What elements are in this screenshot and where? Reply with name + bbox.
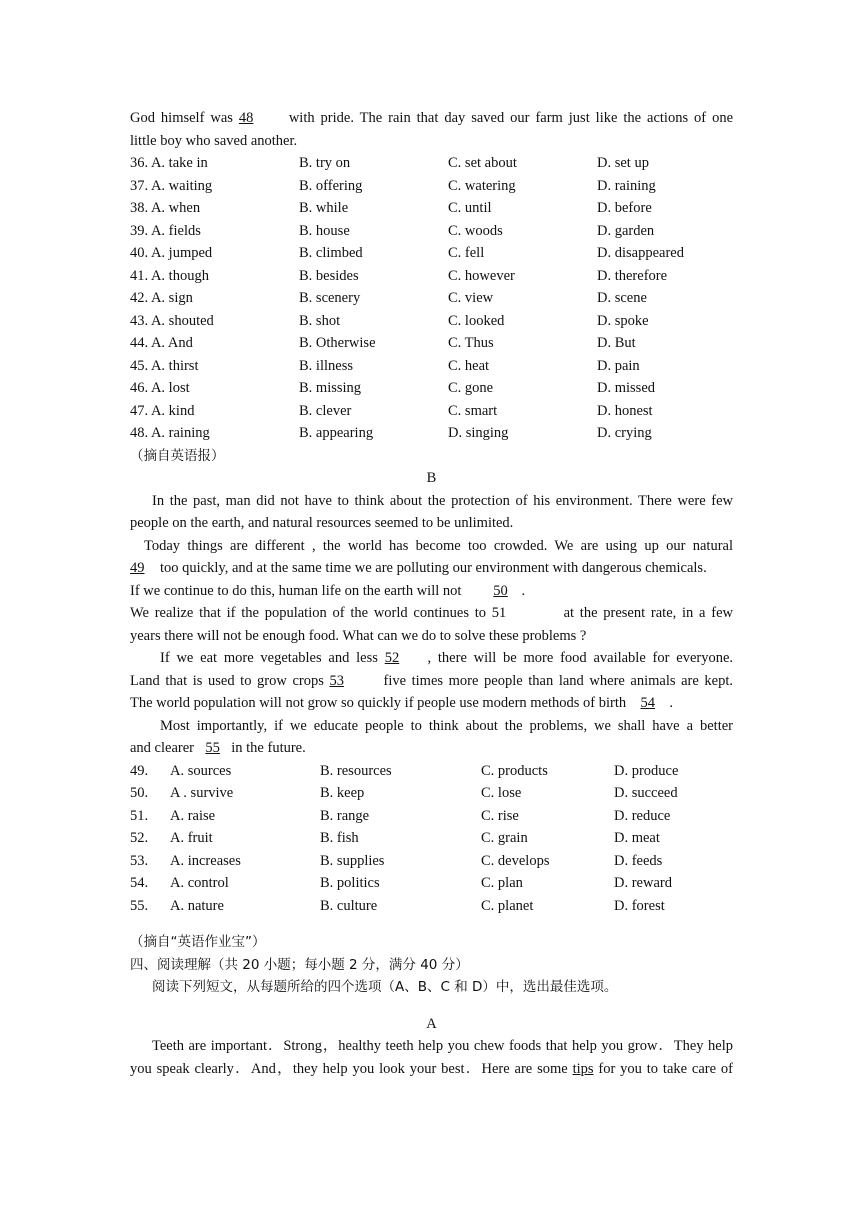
option-n: 39. A. fields <box>130 222 201 239</box>
passage-line <box>130 580 733 603</box>
option-row <box>130 332 733 355</box>
option-n: 54. <box>130 875 149 891</box>
option-row <box>130 850 733 873</box>
option-c: C. rise <box>481 807 519 824</box>
option-c: C. heat <box>448 357 490 374</box>
option-a: A . survive <box>170 785 234 801</box>
option-b: B. Otherwise <box>299 335 376 351</box>
option-a: A. control <box>170 875 229 891</box>
option-row <box>130 265 733 288</box>
text: at the present rate, in a few <box>563 605 733 621</box>
text: God himself was <box>130 110 233 126</box>
option-d: D. meat <box>614 830 660 846</box>
blank-48: 48 <box>238 110 254 126</box>
text: , there will be more food available for everyone. <box>427 650 734 666</box>
option-row <box>130 422 733 445</box>
option-b: B. clever <box>299 402 352 419</box>
option-c: C. products <box>481 762 548 779</box>
section-instruction: 阅读下列短文，从每题所给的四个选项（A、B、C 和 D）中，选出最佳选项。 <box>152 979 618 995</box>
source-note: （摘自英语报） <box>130 447 225 464</box>
text: with pride. The rain that day saved our farm just like the actions of one <box>288 110 734 126</box>
text: If we eat more vegetables and less <box>160 650 378 666</box>
option-row <box>130 827 733 850</box>
option-b: B. fish <box>320 830 359 846</box>
option-d: D. succeed <box>614 785 678 801</box>
passage-line <box>130 602 733 625</box>
option-row <box>130 310 733 333</box>
option-b: B. illness <box>299 357 353 374</box>
option-n: 51. <box>130 807 149 824</box>
option-c: C. view <box>448 290 494 306</box>
option-d: D. honest <box>597 402 653 419</box>
option-row <box>130 400 733 423</box>
option-n: 55. <box>130 897 149 914</box>
option-row <box>130 895 733 918</box>
option-row <box>130 242 733 265</box>
passage-line: Teeth are important．Strong，healthy teeth help you chew foods that help you grow．They help <box>152 1038 733 1054</box>
passage-line <box>130 647 733 670</box>
option-a: A. nature <box>170 897 224 914</box>
blank-54: 54 <box>640 695 656 711</box>
option-d: D. crying <box>597 425 652 441</box>
option-n: 46. A. lost <box>130 380 190 396</box>
option-n: 38. A. when <box>130 200 201 216</box>
option-a: A. increases <box>170 852 241 869</box>
option-b: B. culture <box>320 897 378 914</box>
option-b: B. appearing <box>299 425 374 441</box>
option-b: B. shot <box>299 312 341 329</box>
blank-50: 50 <box>493 582 508 599</box>
option-c: C. lose <box>481 785 522 801</box>
option-d: D. reward <box>614 875 672 891</box>
option-b: B. house <box>299 222 350 239</box>
option-n: 43. A. shouted <box>130 312 214 329</box>
text: . <box>521 582 526 599</box>
option-d: D. forest <box>614 897 665 914</box>
text: We realize that if the population of the world continues to <box>130 605 487 621</box>
option-d: D. spoke <box>597 312 649 329</box>
option-row <box>130 152 733 175</box>
option-c: C. smart <box>448 402 498 419</box>
option-c: D. singing <box>448 425 509 441</box>
options-list-a <box>130 152 733 445</box>
option-c: C. Thus <box>448 335 494 351</box>
option-n: 41. A. though <box>130 267 209 284</box>
option-b: B. besides <box>299 267 359 284</box>
passage-line <box>130 692 733 715</box>
option-n: 48. A. raining <box>130 425 210 441</box>
option-d: D. produce <box>614 762 679 779</box>
option-d: D. scene <box>597 290 647 306</box>
option-c: C. looked <box>448 312 505 329</box>
option-b: B. keep <box>320 785 365 801</box>
option-n: 44. A. And <box>130 335 193 351</box>
option-c: C. fell <box>448 245 485 261</box>
option-d: D. pain <box>597 357 640 374</box>
option-a: A. fruit <box>170 830 213 846</box>
option-row <box>130 175 733 198</box>
tips-word: tips <box>572 1060 594 1077</box>
blank-52: 52 <box>384 650 400 666</box>
option-a: A. raise <box>170 807 216 824</box>
option-b: B. try on <box>299 155 351 171</box>
option-c: C. woods <box>448 222 503 239</box>
passage-line <box>130 1058 733 1081</box>
text: five times more people than land where animals are kept. <box>383 672 734 689</box>
option-n: 36. A. take in <box>130 155 208 171</box>
passage-line <box>130 107 733 130</box>
option-d: D. reduce <box>614 807 671 824</box>
source-note: （摘自“英语作业宝”） <box>130 934 266 950</box>
options-list-b <box>130 760 733 918</box>
option-n: 49. <box>130 762 149 779</box>
document-page <box>130 107 733 1080</box>
passage-line <box>130 737 733 760</box>
passage-line <box>130 557 733 580</box>
passage-line: Most importantly, if we educate people to think about the problems, we shall have a better <box>160 717 733 734</box>
option-d: D. missed <box>597 380 655 396</box>
passage-line: little boy who saved another. <box>130 132 298 149</box>
option-b: B. missing <box>299 380 362 396</box>
option-row <box>130 197 733 220</box>
option-b: B. supplies <box>320 852 385 869</box>
option-row <box>130 782 733 805</box>
passage-line: people on the earth, and natural resources seemed to be unlimited. <box>130 515 514 531</box>
option-c: C. planet <box>481 897 534 914</box>
option-b: B. climbed <box>299 245 363 261</box>
text: . <box>669 695 674 711</box>
passage-line: In the past, man did not have to think about the protection of his environment. There were few <box>152 492 733 509</box>
option-c: C. however <box>448 267 515 284</box>
option-c: C. watering <box>448 177 516 194</box>
option-row <box>130 355 733 378</box>
passage-line: years there will not be enough food. What can we do to solve these problems ? <box>130 627 587 644</box>
option-d: D. set up <box>597 155 649 171</box>
option-d: D. raining <box>597 177 656 194</box>
option-c: C. set about <box>448 155 517 171</box>
option-n: 47. A. kind <box>130 402 195 419</box>
text: for you to take care of <box>598 1060 734 1077</box>
option-row <box>130 760 733 783</box>
section-title-a: A <box>426 1015 437 1032</box>
text: The world population will not grow so quickly if people use modern methods of birth <box>130 695 627 711</box>
option-c: C. develops <box>481 852 550 869</box>
option-d: D. But <box>597 335 636 351</box>
option-c: C. gone <box>448 380 494 396</box>
option-c: C. until <box>448 200 492 216</box>
text: Land that is used to grow crops <box>130 672 324 689</box>
option-b: B. scenery <box>299 290 361 306</box>
text: and clearer <box>130 740 194 756</box>
passage-line: Today things are different , the world has become too crowded. We are using up our natural <box>144 537 733 554</box>
text: If we continue to do this, human life on the earth will not <box>130 582 462 599</box>
option-b: B. offering <box>299 177 363 194</box>
option-d: D. disappeared <box>597 245 684 261</box>
option-row <box>130 377 733 400</box>
option-b: B. resources <box>320 762 392 779</box>
option-n: 42. A. sign <box>130 290 193 306</box>
option-row <box>130 287 733 310</box>
option-b: B. range <box>320 807 370 824</box>
blank-49: 49 <box>130 560 145 576</box>
option-n: 37. A. waiting <box>130 177 213 194</box>
option-d: D. before <box>597 200 652 216</box>
text: in the future. <box>231 740 306 756</box>
option-c: C. grain <box>481 830 528 846</box>
option-n: 52. <box>130 830 149 846</box>
option-n: 50. <box>130 785 149 801</box>
blank-55: 55 <box>205 740 220 756</box>
option-c: C. plan <box>481 875 523 891</box>
option-n: 40. A. jumped <box>130 245 213 261</box>
section-heading: 四、阅读理解（共 20 小题；每小题 2 分，满分 40 分） <box>130 956 469 973</box>
option-d: D. feeds <box>614 852 663 869</box>
option-b: B. politics <box>320 875 380 891</box>
blank-51: 51 <box>491 605 507 621</box>
option-row <box>130 872 733 895</box>
section-title-b: B <box>426 470 437 486</box>
blank-53: 53 <box>329 672 344 689</box>
option-d: D. therefore <box>597 267 668 284</box>
text: you speak clearly．And，they help you look your best．Here are some <box>130 1060 568 1077</box>
option-row <box>130 805 733 828</box>
option-n: 53. <box>130 852 149 869</box>
option-d: D. garden <box>597 222 655 239</box>
passage-line <box>130 670 733 693</box>
option-b: B. while <box>299 200 349 216</box>
option-row <box>130 220 733 243</box>
text: too quickly, and at the same time we are polluting our environment with dangerous chemicals. <box>160 560 707 576</box>
option-a: A. sources <box>170 762 232 779</box>
option-n: 45. A. thirst <box>130 357 199 374</box>
